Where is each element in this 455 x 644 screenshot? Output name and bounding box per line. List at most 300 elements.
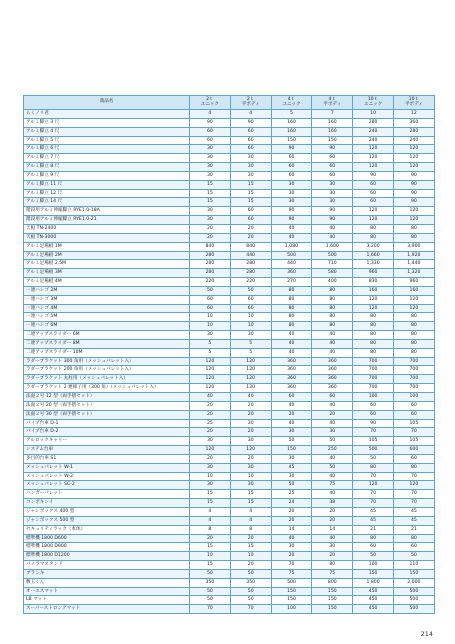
table-row <box>24 145 435 154</box>
quantity-cell: 75 <box>312 569 353 578</box>
quantity-cell: 50 <box>353 552 394 561</box>
quantity-cell: 30 <box>230 481 271 490</box>
quantity-cell: 150 <box>271 136 312 145</box>
quantity-cell: 60 <box>271 171 312 180</box>
quantity-cell: 50 <box>190 569 231 578</box>
product-name-cell: ラダーブラケット 丸柱用（メッシュパレット入） <box>24 375 190 384</box>
quantity-cell: 120 <box>230 384 271 393</box>
quantity-cell: 80 <box>353 322 394 331</box>
quantity-cell: 5 <box>190 339 231 348</box>
quantity-cell: 120 <box>393 481 434 490</box>
quantity-cell: 20 <box>190 428 231 437</box>
table-row <box>24 260 435 269</box>
product-name-cell: アルミ脚立 14 尺 <box>24 198 190 207</box>
quantity-cell: 50 <box>230 569 271 578</box>
quantity-cell: 75 <box>271 569 312 578</box>
header-line: 4ｔ <box>287 96 296 102</box>
quantity-cell: 280 <box>230 260 271 269</box>
quantity-cell: 270 <box>271 278 312 287</box>
quantity-cell: 360 <box>312 375 353 384</box>
product-name-cell: アルミ足場板 4M <box>24 278 190 287</box>
quantity-cell: 80 <box>312 295 353 304</box>
quantity-cell: 40 <box>312 472 353 481</box>
quantity-cell: 10 <box>190 552 231 561</box>
quantity-cell: 80 <box>393 233 434 242</box>
quantity-cell: 960 <box>393 278 434 287</box>
quantity-cell: 20 <box>190 233 231 242</box>
quantity-cell: 70 <box>190 605 231 614</box>
quantity-cell: 105 <box>393 437 434 446</box>
quantity-cell: 40 <box>312 490 353 499</box>
quantity-cell: 40 <box>312 224 353 233</box>
quantity-cell: 15 <box>230 499 271 508</box>
header-line: 10ｔ <box>408 96 420 102</box>
quantity-cell: 90 <box>312 207 353 216</box>
product-name-cell: パノラマスタンド <box>24 561 190 570</box>
product-name-cell: パイプ台車 D-2 <box>24 428 190 437</box>
quantity-cell: 15 <box>190 490 231 499</box>
quantity-cell: 90 <box>190 118 231 127</box>
quantity-cell: 30 <box>190 154 231 163</box>
quantity-cell: 100 <box>271 605 312 614</box>
product-name-cell: メッシュパレット SC-2 <box>24 481 190 490</box>
quantity-cell: 90 <box>312 145 353 154</box>
quantity-cell: 400 <box>312 278 353 287</box>
product-name-cell: 天板 TN-2400 <box>24 224 190 233</box>
quantity-cell: 90 <box>393 198 434 207</box>
quantity-cell: 45 <box>393 507 434 516</box>
product-name-cell: スーパーストロングマット <box>24 605 190 614</box>
quantity-cell: 120 <box>393 145 434 154</box>
table-row <box>24 375 435 384</box>
quantity-cell: 60 <box>230 304 271 313</box>
quantity-cell: 90 <box>230 118 271 127</box>
product-name-cell: 一連ハシゴ 2M <box>24 286 190 295</box>
product-name-cell: パイプ台車 D-1 <box>24 419 190 428</box>
quantity-cell: 360 <box>271 375 312 384</box>
quantity-cell: 80 <box>393 313 434 322</box>
quantity-cell: 80 <box>353 224 394 233</box>
header-vehicle-4 <box>312 96 353 110</box>
table-row <box>24 154 435 163</box>
quantity-cell: 220 <box>190 278 231 287</box>
table-row <box>24 198 435 207</box>
quantity-cell: 360 <box>312 384 353 393</box>
quantity-cell: 30 <box>312 543 353 552</box>
product-name-cell: ラダーブラケット 300 角用（メッシュパレット入） <box>24 357 190 366</box>
quantity-cell: 1,800 <box>353 578 394 587</box>
quantity-cell: 160 <box>312 127 353 136</box>
quantity-cell: 70 <box>271 561 312 570</box>
quantity-cell: 80 <box>312 322 353 331</box>
quantity-cell: 38 <box>312 499 353 508</box>
header-product-name <box>24 96 190 110</box>
quantity-cell: 110 <box>393 561 434 570</box>
quantity-cell: 360 <box>271 357 312 366</box>
quantity-cell: 60 <box>230 127 271 136</box>
quantity-cell: 10 <box>190 313 231 322</box>
quantity-cell: 80 <box>353 313 394 322</box>
table-row <box>24 446 435 455</box>
quantity-cell: 40 <box>312 454 353 463</box>
quantity-cell: 40 <box>312 339 353 348</box>
table-row <box>24 207 435 216</box>
table-header <box>24 96 435 110</box>
product-name-cell: 法面２号 12 型（両手摺セット） <box>24 393 190 402</box>
header-line: ユニック <box>282 101 301 107</box>
quantity-cell: 30 <box>312 180 353 189</box>
quantity-cell: 30 <box>190 481 231 490</box>
quantity-cell: 120 <box>230 446 271 455</box>
quantity-cell: 70 <box>393 490 434 499</box>
product-name-cell: アルミ脚立 12 尺 <box>24 189 190 198</box>
product-name-cell: 階段用アルミ伸縮脚立 RYE1.0-21 <box>24 216 190 225</box>
quantity-cell: 5 <box>230 339 271 348</box>
quantity-cell: 20 <box>190 401 231 410</box>
table-row <box>24 127 435 136</box>
quantity-cell: 280 <box>190 260 231 269</box>
quantity-cell: 450 <box>353 587 394 596</box>
quantity-cell: 80 <box>312 313 353 322</box>
quantity-cell: 80 <box>353 463 394 472</box>
quantity-cell: 50 <box>190 587 231 596</box>
quantity-cell: 280 <box>190 269 231 278</box>
quantity-cell: 80 <box>271 286 312 295</box>
table-row <box>24 605 435 614</box>
loading-capacity-table <box>23 95 435 614</box>
quantity-cell: 1,080 <box>271 242 312 251</box>
quantity-cell: 160 <box>353 286 394 295</box>
header-line: 4ｔ <box>328 96 337 102</box>
table-row <box>24 596 435 605</box>
header-vehicle-3 <box>271 96 312 110</box>
product-name-cell: アルミ足場板 2.5M <box>24 260 190 269</box>
quantity-cell: 800 <box>312 578 353 587</box>
quantity-cell: 120 <box>393 207 434 216</box>
quantity-cell: 20 <box>230 233 271 242</box>
quantity-cell: 80 <box>393 463 434 472</box>
quantity-cell: 100 <box>393 393 434 402</box>
quantity-cell: 1,440 <box>393 260 434 269</box>
product-name-cell: ラダーブラケット 2 連梯子用（300 角）（メッシュパレット入） <box>24 384 190 393</box>
quantity-cell: 60 <box>312 393 353 402</box>
quantity-cell: 120 <box>190 357 231 366</box>
quantity-cell: 440 <box>230 251 271 260</box>
product-name-cell: 天板 TN-3000 <box>24 233 190 242</box>
quantity-cell: 60 <box>230 136 271 145</box>
quantity-cell: 30 <box>190 163 231 172</box>
header-vehicle-1 <box>190 96 231 110</box>
header-line: 平ボディ <box>241 101 260 107</box>
quantity-cell: 1,920 <box>393 251 434 260</box>
quantity-cell: 4 <box>190 507 231 516</box>
table-body <box>24 110 435 614</box>
product-name-cell: 階段用アルミ伸縮脚立 RYE1.0-18A <box>24 207 190 216</box>
quantity-cell: 80 <box>393 322 434 331</box>
quantity-cell: 60 <box>353 189 394 198</box>
product-name-cell: セキュリティラック（本体） <box>24 525 190 534</box>
quantity-cell: 10 <box>230 472 271 481</box>
quantity-cell: 280 <box>353 118 394 127</box>
quantity-cell: 10 <box>190 322 231 331</box>
table-row <box>24 516 435 525</box>
quantity-cell: 4 <box>230 507 271 516</box>
quantity-cell: 60 <box>353 198 394 207</box>
quantity-cell: 25 <box>190 419 231 428</box>
quantity-cell: 120 <box>353 216 394 225</box>
quantity-cell: 40 <box>190 393 231 402</box>
quantity-cell: 120 <box>190 384 231 393</box>
quantity-cell: 30 <box>271 180 312 189</box>
quantity-cell: 40 <box>271 233 312 242</box>
quantity-cell: 20 <box>230 534 271 543</box>
quantity-cell: 360 <box>271 384 312 393</box>
quantity-cell: 30 <box>271 189 312 198</box>
quantity-cell: 280 <box>393 127 434 136</box>
table-row <box>24 110 435 119</box>
quantity-cell: 40 <box>271 401 312 410</box>
quantity-cell: 60 <box>353 543 394 552</box>
quantity-cell: 30 <box>271 543 312 552</box>
product-name-cell: アルミ足場板 1M <box>24 242 190 251</box>
quantity-cell: 20 <box>312 410 353 419</box>
table-row <box>24 180 435 189</box>
table-row <box>24 472 435 481</box>
quantity-cell: 700 <box>393 366 434 375</box>
quantity-cell: 840 <box>230 242 271 251</box>
quantity-cell: 30 <box>230 171 271 180</box>
quantity-cell: 40 <box>271 339 312 348</box>
quantity-cell: 120 <box>353 295 394 304</box>
quantity-cell: 30 <box>230 463 271 472</box>
product-name-cell: アルミ脚立 8 尺 <box>24 163 190 172</box>
quantity-cell: 60 <box>393 401 434 410</box>
quantity-cell: 120 <box>393 216 434 225</box>
quantity-cell: 500 <box>271 578 312 587</box>
product-name-cell: 標準機 1800 D600 <box>24 534 190 543</box>
quantity-cell: 45 <box>271 463 312 472</box>
quantity-cell: 120 <box>393 304 434 313</box>
quantity-cell: 20 <box>230 561 271 570</box>
quantity-cell: 120 <box>190 446 231 455</box>
quantity-cell: 150 <box>312 596 353 605</box>
quantity-cell: 120 <box>353 304 394 313</box>
quantity-cell: 240 <box>353 127 394 136</box>
product-name-cell: 多目的台車 S1 <box>24 454 190 463</box>
product-name-cell: メッシュパレット W-1 <box>24 463 190 472</box>
quantity-cell: 20 <box>230 428 271 437</box>
quantity-cell: 60 <box>393 410 434 419</box>
quantity-cell: 80 <box>271 322 312 331</box>
product-name-cell: アルミ脚立 7 尺 <box>24 154 190 163</box>
quantity-cell: 40 <box>271 224 312 233</box>
quantity-cell: 90 <box>271 216 312 225</box>
quantity-cell: 10 <box>190 472 231 481</box>
quantity-cell: 15 <box>190 543 231 552</box>
product-name-cell: システム台車 <box>24 446 190 455</box>
table-row <box>24 224 435 233</box>
header-row <box>24 96 435 110</box>
table-row <box>24 295 435 304</box>
quantity-cell: 360 <box>393 118 434 127</box>
table-row <box>24 499 435 508</box>
quantity-cell: 20 <box>312 507 353 516</box>
quantity-cell: 8 <box>190 525 231 534</box>
product-name-cell: アルミ足場板 2M <box>24 251 190 260</box>
quantity-cell: 840 <box>190 242 231 251</box>
table-row <box>24 410 435 419</box>
header-line: 平ボディ <box>323 101 342 107</box>
table-row <box>24 393 435 402</box>
quantity-cell: 90 <box>271 145 312 154</box>
quantity-cell: 40 <box>230 393 271 402</box>
quantity-cell: 500 <box>393 587 434 596</box>
quantity-cell: 12 <box>393 110 434 119</box>
table-row <box>24 331 435 340</box>
quantity-cell: 5 <box>230 348 271 357</box>
table-row <box>24 189 435 198</box>
quantity-cell: 150 <box>271 446 312 455</box>
quantity-cell: 30 <box>190 437 231 446</box>
quantity-cell: 60 <box>312 154 353 163</box>
table-row <box>24 525 435 534</box>
quantity-cell: 700 <box>353 375 394 384</box>
quantity-cell: 160 <box>393 286 434 295</box>
quantity-cell: 80 <box>353 331 394 340</box>
quantity-cell: 450 <box>353 596 394 605</box>
quantity-cell: 15 <box>190 198 231 207</box>
quantity-cell: 40 <box>312 401 353 410</box>
product-name-cell: 一連ハシゴ 3M <box>24 295 190 304</box>
table-row <box>24 401 435 410</box>
quantity-cell: 40 <box>312 233 353 242</box>
quantity-cell: 280 <box>190 251 231 260</box>
quantity-cell: 150 <box>271 596 312 605</box>
product-name-cell: ブランキ <box>24 569 190 578</box>
table-row <box>24 587 435 596</box>
quantity-cell: 60 <box>353 410 394 419</box>
quantity-cell: 120 <box>230 375 271 384</box>
header-line: 商品名 <box>99 99 114 105</box>
quantity-cell: 60 <box>230 295 271 304</box>
quantity-cell: 150 <box>393 569 434 578</box>
quantity-cell: 90 <box>312 216 353 225</box>
quantity-cell: 50 <box>271 481 312 490</box>
quantity-cell: 45 <box>353 516 394 525</box>
quantity-cell: 20 <box>190 224 231 233</box>
table-row <box>24 552 435 561</box>
quantity-cell: 150 <box>312 136 353 145</box>
quantity-cell: 80 <box>393 339 434 348</box>
quantity-cell: 21 <box>353 525 394 534</box>
quantity-cell: 70 <box>353 490 394 499</box>
quantity-cell: 20 <box>230 454 271 463</box>
header-line: 2ｔ <box>246 96 255 102</box>
product-name-cell: アルミ脚立 3 尺 <box>24 118 190 127</box>
quantity-cell: 90 <box>393 189 434 198</box>
quantity-cell: 5 <box>190 348 231 357</box>
quantity-cell: 150 <box>353 569 394 578</box>
product-name-cell: 法面２号 20 型（両手摺セット） <box>24 401 190 410</box>
quantity-cell: 75 <box>312 481 353 490</box>
table-row <box>24 278 435 287</box>
product-name-cell: アルロックキャリー <box>24 437 190 446</box>
quantity-cell: 360 <box>312 366 353 375</box>
quantity-cell: 30 <box>271 428 312 437</box>
quantity-cell: 15 <box>230 189 271 198</box>
quantity-cell: 20 <box>271 516 312 525</box>
quantity-cell: 120 <box>353 145 394 154</box>
quantity-cell: 700 <box>393 384 434 393</box>
quantity-cell: 60 <box>312 163 353 172</box>
quantity-cell: 710 <box>312 260 353 269</box>
quantity-cell: 7 <box>312 110 353 119</box>
quantity-cell: 15 <box>190 499 231 508</box>
quantity-cell: 60 <box>190 295 231 304</box>
quantity-cell: 360 <box>312 357 353 366</box>
quantity-cell: 40 <box>312 419 353 428</box>
quantity-cell: 30 <box>190 145 231 154</box>
quantity-cell: 70 <box>393 499 434 508</box>
quantity-cell: 30 <box>190 216 231 225</box>
quantity-cell: 100 <box>353 393 394 402</box>
table-row <box>24 463 435 472</box>
quantity-cell: 120 <box>353 481 394 490</box>
table-row <box>24 163 435 172</box>
header-line: 2ｔ <box>206 96 214 102</box>
quantity-cell: 40 <box>271 419 312 428</box>
quantity-cell: 80 <box>393 534 434 543</box>
quantity-cell: 50 <box>230 286 271 295</box>
table-row <box>24 339 435 348</box>
quantity-cell: 15 <box>190 189 231 198</box>
quantity-cell: 960 <box>353 269 394 278</box>
product-name-cell: アルミ脚立 5 尺 <box>24 136 190 145</box>
quantity-cell: 70 <box>393 472 434 481</box>
quantity-cell: 90 <box>271 207 312 216</box>
quantity-cell: 45 <box>393 516 434 525</box>
product-name-cell: らくノリ君 <box>24 110 190 119</box>
quantity-cell: 80 <box>271 295 312 304</box>
quantity-cell: 50 <box>312 437 353 446</box>
quantity-cell: 70 <box>353 428 394 437</box>
quantity-cell: 360 <box>271 366 312 375</box>
quantity-cell: 30 <box>230 163 271 172</box>
table-row <box>24 304 435 313</box>
quantity-cell: 120 <box>353 154 394 163</box>
quantity-cell: 50 <box>271 437 312 446</box>
quantity-cell: 4 <box>230 516 271 525</box>
quantity-cell: 30 <box>190 171 231 180</box>
quantity-cell: 45 <box>353 507 394 516</box>
quantity-cell: 24 <box>271 499 312 508</box>
quantity-cell: 90 <box>353 171 394 180</box>
quantity-cell: 150 <box>312 605 353 614</box>
quantity-cell: 60 <box>230 216 271 225</box>
quantity-cell: 120 <box>190 366 231 375</box>
quantity-cell: 40 <box>271 348 312 357</box>
quantity-cell: 30 <box>190 331 231 340</box>
product-name-cell: オーエスマット <box>24 587 190 596</box>
quantity-cell: 60 <box>230 207 271 216</box>
quantity-cell: 500 <box>353 446 394 455</box>
product-name-cell: 二連アップスライダー 10M <box>24 348 190 357</box>
table-row <box>24 428 435 437</box>
quantity-cell: 15 <box>230 490 271 499</box>
quantity-cell: 60 <box>393 543 434 552</box>
product-name-cell: 標準機 1800 D900 <box>24 543 190 552</box>
quantity-cell: 20 <box>230 401 271 410</box>
